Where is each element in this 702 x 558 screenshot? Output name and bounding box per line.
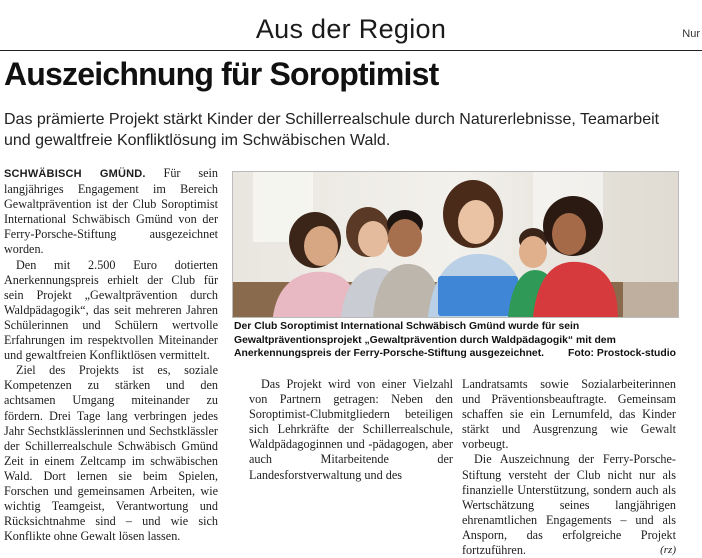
lead-text: Für sein langjähriges Engagement im Bereich Gewaltprävention ist der Club Soroptimist International Schwäbisch Gmünd von der Ferry-Porsche-Stiftung ausgezeichnet worden. bbox=[4, 166, 218, 257]
photo-caption bbox=[234, 320, 676, 361]
section-title: Aus der Region bbox=[255, 14, 447, 44]
caption-text: Der Club Soroptimist International Schwäbisch Gmünd wurde für sein Gewaltpräventionsprojekt „Gewaltprävention durch Waldpädagogik“ mit dem Anerkennungspreis der Ferry-Porsche-Stiftung ausgezeichnet. bbox=[234, 321, 616, 359]
paragraph-5 bbox=[462, 452, 676, 558]
page-label: Nur bbox=[682, 28, 700, 40]
dateline: SCHWÄBISCH GMÜND. bbox=[4, 168, 146, 180]
paragraph-5-text: Die Auszeichnung der Ferry-Porsche-Stiftung versteht der Club nicht nur als finanzielle Unterstützung, sondern auch als Wertschätzung seines langjährigen ehrenamtlichen Engagements – und als Ansporn, das erfolgreiche Projekt fortzuführen. bbox=[462, 452, 676, 558]
author-initials: (rz) bbox=[660, 544, 676, 557]
photo-credit: Foto: Prostock-studio bbox=[568, 348, 676, 359]
article-photo bbox=[232, 171, 679, 318]
article-column-3 bbox=[462, 377, 676, 558]
article-column-2 bbox=[249, 377, 453, 483]
paragraph-2: Den mit 2.500 Euro dotierten Anerkennungspreis erhielt der Club für sein Projekt „Gewaltprävention durch Waldpädagogik“, das seit mehreren Jahren Schülerinnen und Schülern wertvolle Erfahrungen im respektvollen Miteinander und gewaltfreien Konfliktlösen vermittelt. bbox=[4, 257, 218, 363]
article-column-1 bbox=[4, 166, 218, 544]
headline: Auszeichnung für Soroptimist bbox=[4, 56, 439, 92]
section-header bbox=[0, 10, 702, 51]
paragraph-3: Ziel des Projekts ist es, soziale Kompetenzen zu stärken und den achtsamen Umgang miteinander zu fördern. Drei Tage lang verbringen jedes Jahr Sechstklässlerinnen und Sechstklässler der Schillerrealschule Schwäbisch Gmünd Zeit in einem Zeltcamp im schwäbischen Wald. Dort lernen sie beim Spielen, Forschen und gemeinsamen Arbeiten, wie wichtig Teamgeist, Verantwortung und Rücksichtnahme sind – und wie sich Konflikte ohne Gewalt lösen lassen. bbox=[4, 363, 218, 544]
lead-paragraph bbox=[4, 166, 218, 258]
paragraph-4: Das Projekt wird von einer Vielzahl von Partnern getragen: Neben den Soroptimist-Clubmitgliedern beteiligen sich Lehrkräfte der Schillerrealschule, Waldpädagoginnen und -pädagogen, aber auch Mitarbeitende der Landesforstverwaltung und des bbox=[249, 377, 453, 482]
subheadline: Das prämierte Projekt stärkt Kinder der Schillerrealschule durch Naturerlebnisse, Teamarbeit und gewaltfreie Konfliktlösung im Schwäbischen Wald. bbox=[4, 111, 660, 149]
paragraph-4-continued: Landratsamts sowie Sozialarbeiterinnen und Präventionsbeauftragte. Gemeinsam schaffen sie ein Lernumfeld, das Kinder stärkt und Ausgrenzung wie Gewalt vorbeugt. bbox=[462, 377, 676, 452]
